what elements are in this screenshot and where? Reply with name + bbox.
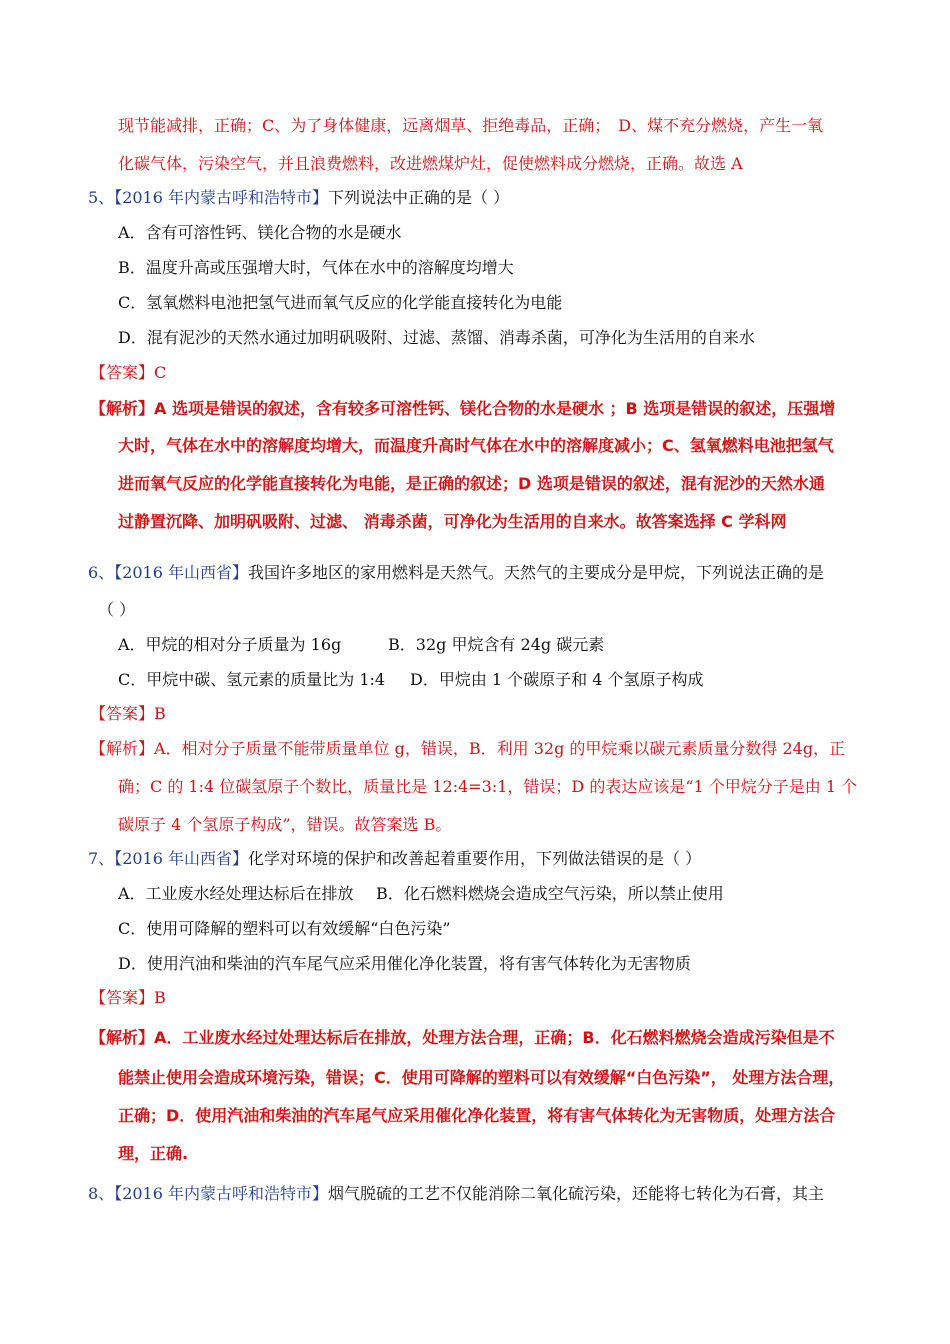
option-b: B．温度升高或压强增大时，气体在水中的溶解度均增大 [118,258,514,277]
analysis-line: 碳原子 4 个氢原子构成”，错误。故答案选 B。 [118,815,452,834]
analysis-line: 【解析】A 选项是错误的叙述，含有较多可溶性钙、镁化合物的水是硬水 ；B 选项是错误的叙述，压强增 [90,399,836,418]
question-source: 【2016 年内蒙古呼和浩特市】 [114,1184,328,1203]
question-5-header [88,186,509,210]
question-6-header [88,561,824,585]
question-stem-continued: （ ） [98,600,136,619]
intro-line-1: 现节能减排，正确；C、为了身体健康，远离烟草、拒绝毒品，正确； D、煤不充分燃烧，产生一氧 [118,116,824,135]
option-d: D．混有泥沙的天然水通过加明矾吸附、过滤、蒸馏、消毒杀菌，可净化为生活用的自来水 [118,328,755,347]
question-stem: 化学对环境的保护和改善起着重要作用，下列做法错误的是（ ） [248,849,702,868]
option-d: D．使用汽油和柴油的汽车尾气应采用催化净化装置，将有害气体转化为无害物质 [118,954,691,973]
question-number: 7、 [88,849,115,868]
analysis-line: 【解析】A．相对分子质量不能带质量单位 g，错误，B．利用 32g 的甲烷乘以碳元素质量分数得 24g，正 [90,739,846,758]
question-stem: 烟气脱硫的工艺不仅能消除二氧化硫污染，还能将七转化为石膏，其主 [328,1184,825,1203]
analysis-line: 正确；D．使用汽油和柴油的汽车尾气应采用催化净化装置，将有害气体转化为无害物质，处理方法合 [118,1106,836,1125]
analysis-line: 过静置沉降、加明矾吸附、过滤、 消毒杀菌，可净化为生活用的自来水。故答案选择 C 学科网 [118,512,787,531]
analysis-line: 能禁止使用会造成环境污染，错误；C．使用可降解的塑料可以有效缓解“白色污染”， 处理方法合理， [118,1068,845,1087]
question-7-header [88,847,701,871]
option-a: A．甲烷的相对分子质量为 16g [118,635,342,654]
option-c: C．甲烷中碳、氢元素的质量比为 1:4 [118,670,386,689]
analysis-line: 确；C 的 1:4 位碳氢原子个数比，质量比是 12:4=3:1，错误；D 的表达应该是“1 个甲烷分子是由 1 个 [118,777,858,796]
question-source: 【2016 年内蒙古呼和浩特市】 [114,188,328,207]
option-b: B．化石燃料燃烧会造成空气污染，所以禁止使用 [376,884,724,903]
option-b: B．32g 甲烷含有 24g 碳元素 [388,635,605,654]
question-source: 【2016 年山西省】 [114,563,248,582]
question-8-header [88,1182,824,1206]
question-number: 6、 [88,563,115,582]
option-a: A．工业废水经处理达标后在排放 [118,884,354,903]
option-a: A．含有可溶性钙、镁化合物的水是硬水 [118,223,402,242]
question-number: 5、 [88,188,115,207]
intro-line-2: 化碳气体，污染空气，并且浪费燃料，改进燃煤炉灶，促使燃料成分燃烧，正确。故选 A [118,154,743,173]
option-c: C．使用可降解的塑料可以有效缓解“白色污染” [118,919,451,938]
option-d: D．甲烷由 1 个碳原子和 4 个氢原子构成 [410,670,704,689]
answer: 【答案】B [90,988,166,1007]
answer: 【答案】B [90,704,166,723]
question-stem: 下列说法中正确的是（ ） [328,188,510,207]
question-number: 8、 [88,1184,115,1203]
option-c: C．氢氧燃料电池把氢气进而氧气反应的化学能直接转化为电能 [118,293,563,312]
analysis-line: 大时，气体在水中的溶解度均增大，而温度升高时气体在水中的溶解度减小；C、氢氧燃料电池把氢气 [118,436,834,455]
question-stem: 我国许多地区的家用燃料是天然气。天然气的主要成分是甲烷，下列说法正确的是 [248,563,825,582]
analysis-line: 理，正确. [118,1144,189,1163]
answer: 【答案】C [90,363,167,382]
analysis-line: 【解析】A．工业废水经过处理达标后在排放，处理方法合理，正确；B．化石燃料燃烧会造成污染但是不 [90,1028,835,1047]
analysis-line: 进而氧气反应的化学能直接转化为电能，是正确的叙述；D 选项是错误的叙述，混有泥沙的天然水通 [118,474,825,493]
question-source: 【2016 年山西省】 [114,849,248,868]
